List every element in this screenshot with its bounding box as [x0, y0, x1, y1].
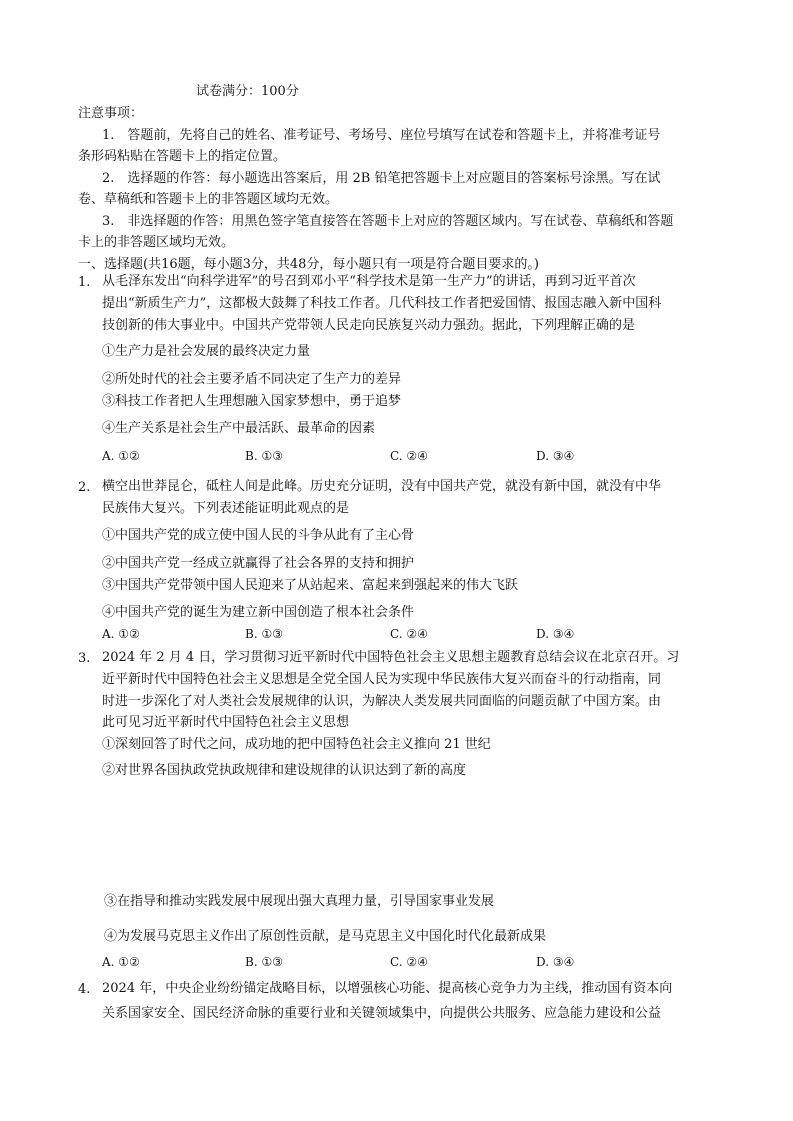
question-2-option-c[interactable]: C. ②④ [390, 627, 428, 641]
question-3-option-b[interactable]: B. ①③ [245, 955, 283, 969]
question-2-stem-line: 横空出世莽昆仑，砥柱人间是此峰。历史充分证明，没有中国共产党，就没有新中国，就没有中华 [102, 479, 662, 494]
score-line: 试卷满分：100分 [196, 84, 299, 99]
notice-2-line-2: 卷、草稿纸和答题卡上的非答题区域均无效。 [78, 192, 339, 207]
question-2-item: ④中国共产党的诞生为建立新中国创造了根本社会条件 [102, 605, 415, 620]
question-2-item: ①中国共产党的成立使中国人民的斗争从此有了主心骨 [102, 528, 415, 543]
question-3-item: ③在指导和推动实践发展中展现出强大真理力量，引导国家事业发展 [104, 894, 495, 909]
notice-title: 注意事项： [78, 106, 144, 121]
question-1-stem-line: 从毛泽东发出“向科学进军”的号召到邓小平“科学技术是第一生产力”的讲话，再到习近平首次 [102, 274, 636, 289]
notice-3-line-1: 3. 非选择题的作答：用黑色签字笔直接答在答题卡上对应的答题区域内。写在试卷、草稿纸和答题 [102, 214, 674, 229]
question-1-item: ①生产力是社会发展的最终决定力量 [102, 344, 311, 359]
question-3-option-d[interactable]: D. ③④ [536, 955, 575, 969]
question-1-number: 1. [78, 275, 91, 290]
question-4-stem-line: 2024 年，中央企业纷纷锚定战略目标，以增强核心功能、提高核心竞争力为主线，推动国有资本向 [102, 981, 673, 996]
question-4-number: 4. [78, 982, 91, 997]
question-3-stem-line: 近平新时代中国特色社会主义思想是全党全国人民为实现中华民族伟大复兴而奋斗的行动指南，同 [102, 672, 662, 687]
question-1-item: ④生产关系是社会生产中最活跃、最革命的因素 [102, 421, 376, 436]
question-1-option-b[interactable]: B. ①③ [245, 449, 283, 463]
question-3-item: ②对世界各国执政党执政规律和建设规律的认识达到了新的高度 [102, 763, 467, 778]
notice-3-line-2: 卡上的非答题区域均无效。 [78, 235, 235, 250]
question-2-number: 2. [78, 480, 91, 495]
question-4-stem-line: 关系国家安全、国民经济命脉的重要行业和关键领域集中，向提供公共服务、应急能力建设和公益 [102, 1006, 662, 1021]
question-1-option-a[interactable]: A. ①② [102, 449, 140, 463]
question-3-item: ④为发展马克思主义作出了原创性贡献，是马克思主义中国化时代化最新成果 [104, 929, 547, 944]
question-1-option-d[interactable]: D. ③④ [536, 449, 575, 463]
question-3-stem-line: 此可见习近平新时代中国特色社会主义思想 [102, 715, 350, 730]
question-2-stem-line: 民族伟大复兴。下列表述能证明此观点的是 [102, 501, 350, 516]
section-title: 一、选择题(共16题，每小题3分，共48分，每小题只有一项是符合题目要求的。) [78, 257, 539, 272]
question-3-stem-line: 时进一步深化了对人类社会发展规律的认识，为解决人类发展共同面临的问题贡献了中国方案。由 [102, 694, 662, 709]
question-2-option-b[interactable]: B. ①③ [245, 627, 283, 641]
notice-1-line-1: 1. 答题前，先将自己的姓名、准考证号、考场号、座位号填写在试卷和答题卡上，并将准考证号 [102, 128, 661, 143]
question-3-option-c[interactable]: C. ②④ [390, 955, 428, 969]
question-1-item: ③科技工作者把人生理想融入国家梦想中，勇于追梦 [102, 394, 402, 409]
question-1-option-c[interactable]: C. ②④ [390, 449, 428, 463]
question-3-item: ①深刻回答了时代之问，成功地的把中国特色社会主义推向 21 世纪 [102, 737, 491, 752]
question-2-option-d[interactable]: D. ③④ [536, 627, 575, 641]
question-2-item: ②中国共产党一经成立就赢得了社会各界的支持和拥护 [102, 556, 415, 571]
question-2-option-a[interactable]: A. ①② [102, 627, 140, 641]
question-3-number: 3. [78, 651, 91, 666]
question-1-item: ②所处时代的社会主要矛盾不同决定了生产力的差异 [102, 372, 402, 387]
question-3-option-a[interactable]: A. ①② [102, 955, 140, 969]
notice-1-line-2: 条形码粘贴在答题卡上的指定位置。 [78, 149, 287, 164]
question-3-stem-line: 2024 年 2 月 4 日，学习贯彻习近平新时代中国特色社会主义思想主题教育总结会议在北京召开。习 [102, 650, 680, 665]
notice-2-line-1: 2. 选择题的作答：每小题选出答案后，用 2B 铅笔把答题卡上对应题目的答案标号涂黑。写在试 [102, 171, 661, 186]
question-1-stem-line: 技创新的伟大事业中。中国共产党带领人民走向民族复兴动力强劲。据此，下列理解正确的是 [102, 318, 636, 333]
question-1-stem-line: 提出“新质生产力”，这都极大鼓舞了科技工作者。几代科技工作者把爱国情、报国志融入新中国科 [102, 296, 662, 311]
question-2-item: ③中国共产党带领中国人民迎来了从站起来、富起来到强起来的伟大飞跃 [102, 578, 519, 593]
